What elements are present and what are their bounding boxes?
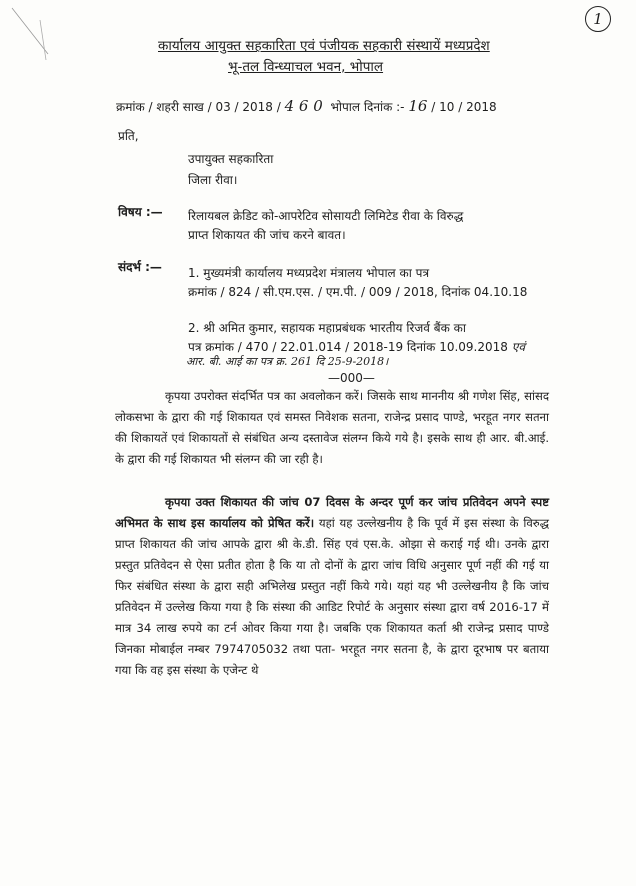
reference-2-line-2 [188,338,525,355]
body-paragraph-2 [115,492,549,681]
reference-number: क्रमांक / शहरी साख / 03 / 2018 / [116,100,281,114]
reference-2-line-1: 2. श्री अमित कुमार, सहायक महाप्रबंधक भारतीय रिजर्व बैंक का [188,321,466,335]
reference-2-text: पत्र क्रमांक / 470 / 22.01.014 / 2018-19 दिनांक 10.09.2018 [188,340,508,354]
handwritten-dispatch-number: 4 6 0 [284,97,323,115]
handwritten-date: 16 [408,97,428,115]
recipient-designation: उपायुक्त सहकारिता [188,152,274,166]
instruction-text: कृपया उक्त शिकायत की जांच 07 दिवस के अन्दर पूर्ण कर जांच प्रतिवेदन अपने स्पष्ट अभिमत के साथ इस कार्यालय को प्रेषित करें। [115,495,549,530]
handwritten-ref-addition: एवं [511,340,526,354]
date-suffix: / 10 / 2018 [431,100,497,114]
office-title: कार्यालय आयुक्त सहकारिता एवं पंजीयक सहकारी संस्थायें मध्यप्रदेश [158,38,490,54]
separator: —000— [328,371,375,385]
reference-1-line-1: 1. मुख्यमंत्री कार्यालय मध्यप्रदेश मंत्रालय भोपाल का पत्र [188,266,430,280]
reference-label: संदर्भ :— [118,260,162,274]
handwritten-rbi-reference: आर. बी. आई का पत्र क्र. 261 दि 25-9-2018। [186,355,389,368]
reference-line [116,97,497,115]
subject-line-1: रिलायबल क्रेडिट को-आपरेटिव सोसायटी लिमिटेड रीवा के विरुद्ध [188,209,464,223]
subject-line-2: प्राप्त शिकायत की जांच करने बावत। [188,228,346,242]
subject-label: विषय :— [118,205,163,219]
reference-1-line-2: क्रमांक / 824 / सी.एम.एस. / एम.पी. / 009 / 2018, दिनांक 04.10.18 [188,285,528,299]
office-address: भू-तल विन्ध्याचल भवन, भोपाल [228,59,384,75]
page-number: 1 [585,6,611,32]
body-paragraph-1: कृपया उपरोक्त संदर्भित पत्र का अवलोकन करें। जिसके साथ माननीय श्री गणेश सिंह, सांसद लोकसभा के द्वारा की गई शिकायत एवं समस्त निवेशक सतना, राजेन्द्र प्रसाद पाण्डे, भरहूत नगर सतना की शिकायतें एवं शिकायतों से संबंधित अन्य दस्तावेज संलग्न किये गये है। इसके साथ ही आर. बी.आई. के द्वारा की गई शिकायत भी संलग्न की जा रही है। [115,389,549,466]
place-date-label: भोपाल दिनांक :- [330,100,405,114]
scan-line [12,8,48,54]
scan-line [40,20,46,60]
recipient-district: जिला रीवा। [188,173,238,187]
observation-text: यहां यह उल्लेखनीय है कि पूर्व में इस संस्था के विरुद्ध प्राप्त शिकायत की जांच आपके द्वारा श्री के.डी. सिंह एवं एस.के. ओझा से कराई गई थी। उनके द्वारा प्रस्तुत प्रतिवेदन से ऐसा प्रतीत होता है कि या तो दोनों के द्वारा जांच विधि अनुसार पूर्ण नहीं की गई या फिर संबंधित संस्था के द्वारा सही अभिलेख प्रस्तुत नहीं किये गये। यहां यह भी उल्लेखनीय है कि जांच प्रतिवेदन में उल्लेख किया गया है कि संस्था की आडिट रिपोर्ट के अनुसार संस्था द्वारा वर्ष 2016-17 में मात्र 34 लाख रुपये का टर्न ओवर किया गया है। जबकि एक शिकायत कर्ता श्री राजेन्द्र प्रसाद पाण्डे जिनका मोबाईल नम्बर 7974705032 तथा पता- भरहूत नगर सतना है, के द्वारा दूरभाष पर बताया गया कि वह इस संस्था के एजेन्ट थे [115,516,549,677]
to-label: प्रति, [118,129,139,143]
